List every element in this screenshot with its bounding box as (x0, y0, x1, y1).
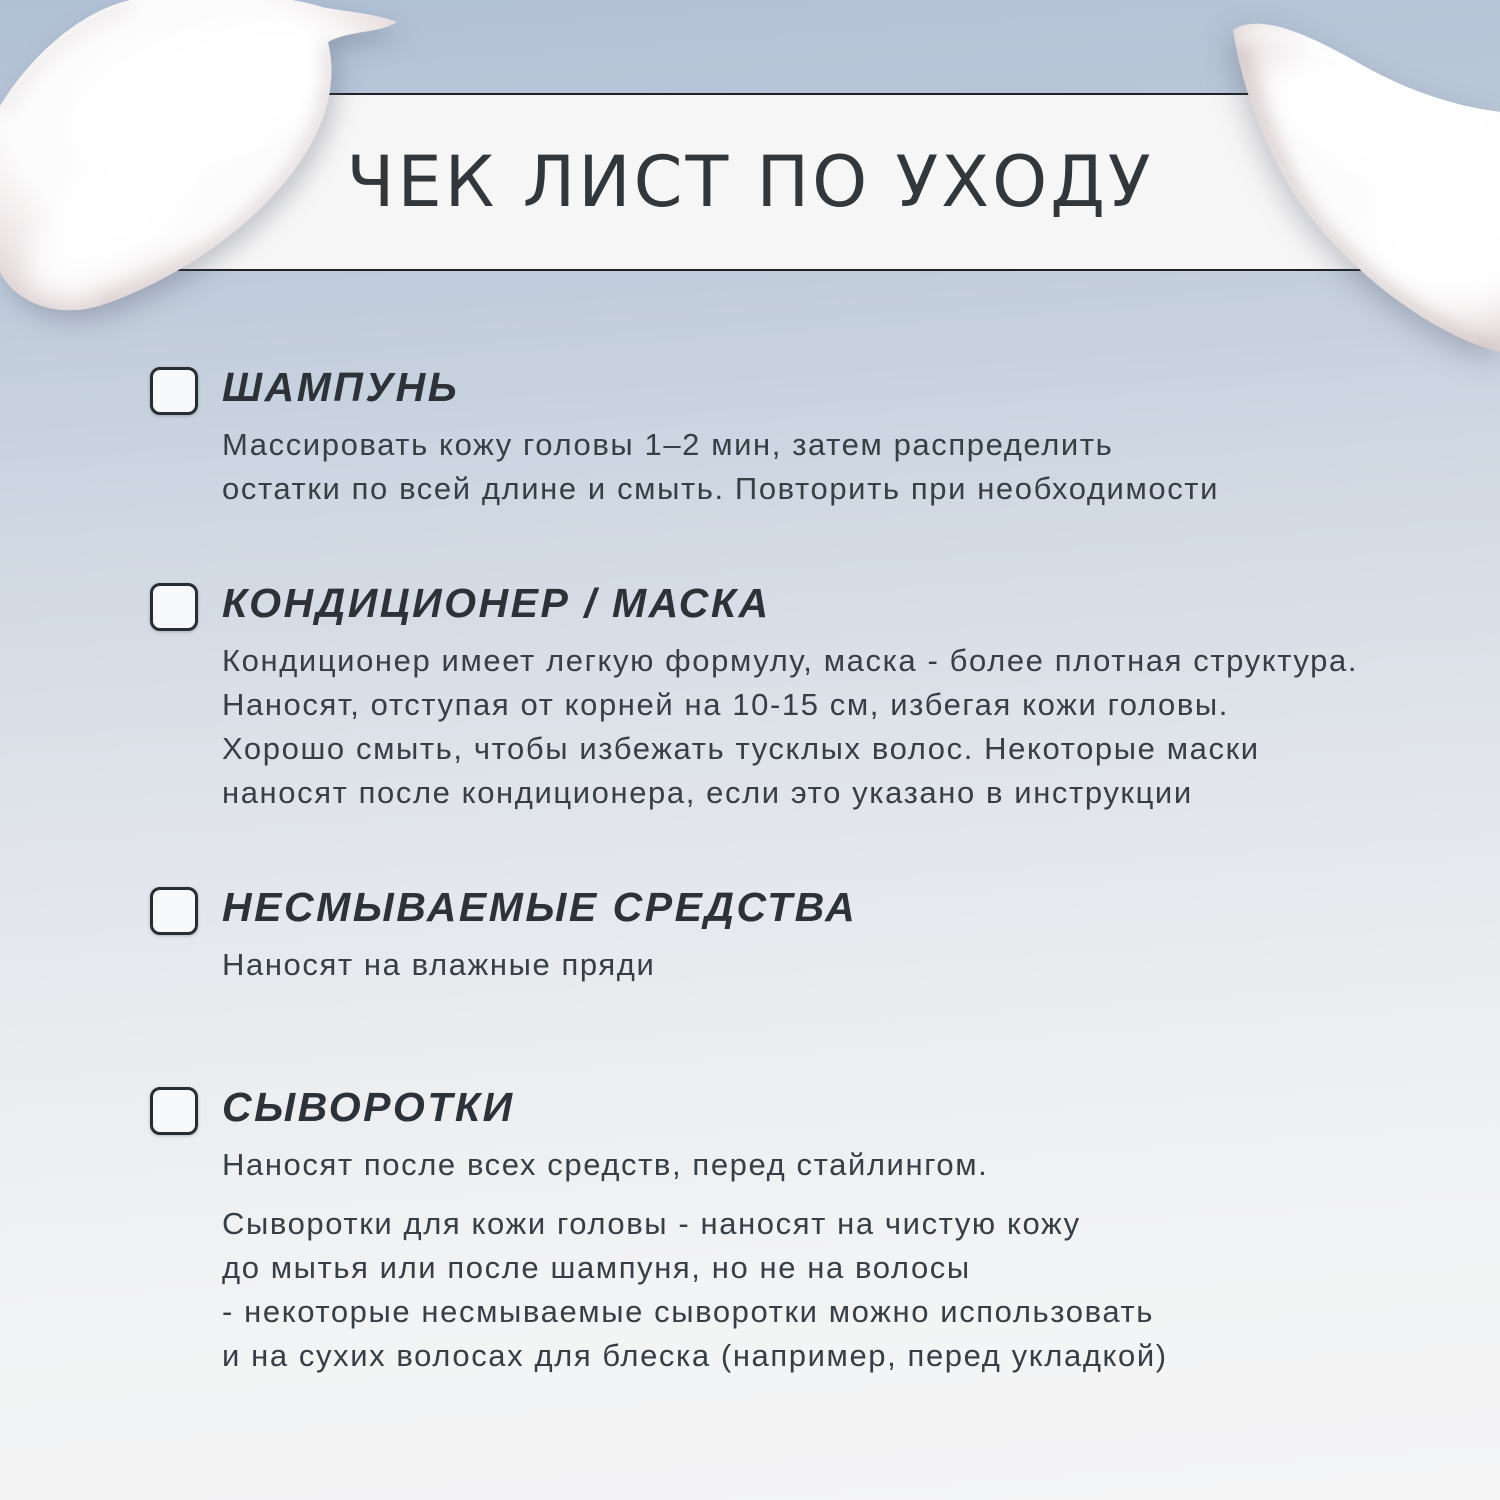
item-text-line: остатки по всей длине и смыть. Повторить при необходимости (222, 471, 1220, 506)
checkbox-shampoo[interactable] (150, 367, 198, 415)
item-heading: НЕСМЫВАЕМЫЕ СРЕДСТВА (222, 884, 858, 930)
item-text-line: и на сухих волосах для блеска (например, перед укладкой) (222, 1338, 1168, 1373)
item-text-line: Сыворотки для кожи головы - наносят на чистую кожу (222, 1206, 1081, 1241)
checkbox-serums[interactable] (150, 1087, 198, 1135)
cream-smear-left (0, 0, 430, 340)
item-text-line: Наносят на влажные пряди (222, 947, 656, 982)
item-heading: СЫВОРОТКИ (222, 1084, 515, 1130)
item-heading: КОНДИЦИОНЕР / МАСКА (222, 580, 771, 626)
page-title: ЧЕК ЛИСТ ПО УХОДУ (346, 141, 1154, 223)
checkbox-conditioner-mask[interactable] (150, 583, 198, 631)
item-text-line: до мытья или после шампуня, но не на волосы (222, 1250, 971, 1285)
item-text-line: наносят после кондиционера, если это указано в инструкции (222, 775, 1193, 810)
checklist-item-leave-in (150, 884, 1410, 987)
item-text-line: - некоторые несмываемые сыворотки можно использовать (222, 1294, 1155, 1329)
item-text-line: Хорошо смыть, чтобы избежать тусклых волос. Некоторые маски (222, 731, 1260, 766)
checklist-item-shampoo (150, 364, 1410, 511)
item-text-line: Массировать кожу головы 1–2 мин, затем распределить (222, 427, 1114, 462)
item-text-line: Наносят, отступая от корней на 10-15 см, избегая кожи головы. (222, 687, 1229, 722)
checklist-item-conditioner-mask (150, 580, 1410, 815)
item-text-line: Кондиционер имеет легкую формулу, маска - более плотная структура. (222, 643, 1359, 678)
checkbox-leave-in[interactable] (150, 887, 198, 935)
item-text-line: Наносят после всех средств, перед стайлингом. (222, 1147, 989, 1182)
item-heading: ШАМПУНЬ (222, 364, 460, 410)
checklist-item-serums (150, 1084, 1410, 1378)
